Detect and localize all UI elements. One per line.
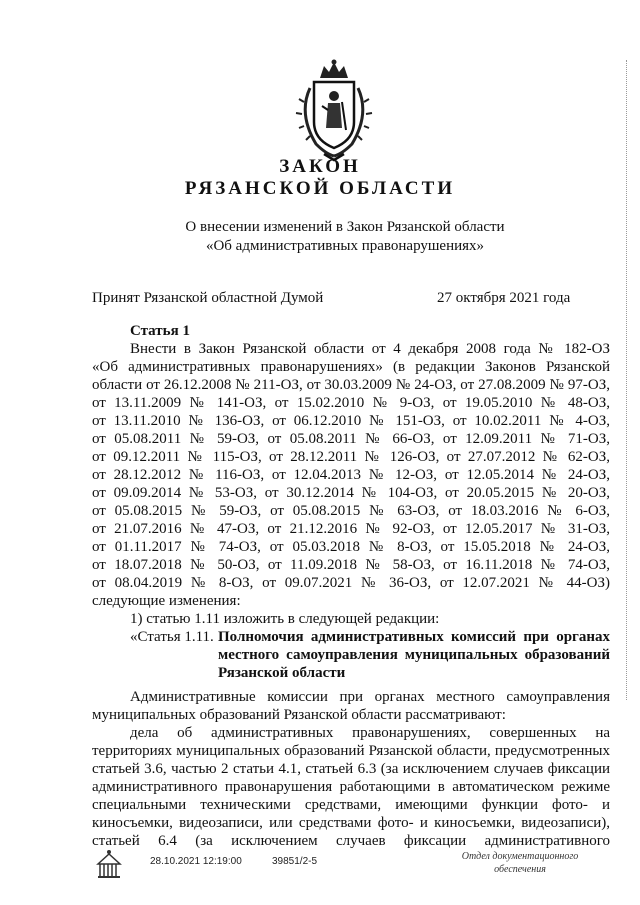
quoted-article-prefix: «Статья 1.11. [130, 629, 214, 645]
article-line: от 13.11.2010 № 136-ОЗ, от 06.12.2010 № 151-ОЗ, от 10.02.2011 № 4-ОЗ, [92, 413, 610, 429]
amendment-item-1: 1) статью 1.11 изложить в следующей редакции: [130, 611, 440, 627]
article-line: области от 26.12.2008 № 211-ОЗ, от 30.03.2009 № 24-ОЗ, от 27.08.2009 № 97-ОЗ, [92, 377, 610, 393]
body-line: административного правонарушения работающими в автоматическом режиме [92, 779, 610, 795]
law-title-line-2: РЯЗАНСКОЙ ОБЛАСТИ [184, 178, 456, 199]
body-text [92, 688, 610, 850]
article-line-tail: следующие изменения: [92, 593, 241, 609]
body-line: муниципальных образований Рязанской области рассматривают: [92, 707, 506, 723]
duma-logo-icon [92, 848, 126, 882]
body-line: Административные комиссии при органах местного самоуправления [130, 689, 610, 705]
article-line: от 09.12.2011 № 115-ОЗ, от 28.12.2011 № 126-ОЗ, от 27.07.2012 № 62-ОЗ, [92, 449, 610, 465]
article-line: Внести в Закон Рязанской области от 4 декабря 2008 года № 182-ОЗ [130, 341, 610, 357]
article-line: от 18.07.2018 № 50-ОЗ, от 11.09.2018 № 58-ОЗ, от 16.11.2018 № 74-ОЗ, [92, 557, 610, 573]
quoted-title-line: Рязанской области [218, 665, 346, 681]
article-line: от 28.12.2012 № 116-ОЗ, от 12.04.2013 № 12-ОЗ, от 12.05.2014 № 24-ОЗ, [92, 467, 610, 483]
body-line: статьей 6.4 (за исключением случаев фиксации административного [92, 833, 610, 849]
stamp-line: Отдел документационного [461, 851, 579, 862]
stamp-line: обеспечения [494, 864, 546, 875]
adopted-by: Принят Рязанской областной Думой [92, 290, 324, 306]
article-line: «Об административных правонарушениях» (в редакции Законов Рязанской [92, 359, 610, 375]
body-line: специальными техническими средствами, имеющими функции фото- и [92, 797, 610, 813]
article-line: от 21.07.2016 № 47-ОЗ, от 21.12.2016 № 92-ОЗ, от 12.05.2017 № 31-ОЗ, [92, 521, 610, 537]
article-line: от 13.11.2009 № 141-ОЗ, от 15.02.2010 № 9-ОЗ, от 19.05.2010 № 48-ОЗ, [92, 395, 610, 411]
adoption-date: 27 октября 2021 года [437, 290, 571, 306]
footer-timestamp: 28.10.2021 12:19:00 [150, 856, 242, 867]
subtitle-line-1: О внесении изменений в Закон Рязанской области [185, 219, 505, 235]
scan-edge-marks [626, 60, 640, 700]
article-line: от 08.04.2019 № 8-ОЗ, от 09.07.2021 № 36-ОЗ, от 12.07.2021 № 44-ОЗ) [92, 575, 610, 591]
article-line: от 09.09.2014 № 53-ОЗ, от 30.12.2014 № 104-ОЗ, от 20.05.2015 № 20-ОЗ, [92, 485, 610, 501]
footer-doc-number: 39851/2-5 [272, 856, 318, 867]
law-title-line-1: ЗАКОН [279, 156, 361, 177]
department-stamp [440, 850, 600, 876]
body-line: киносъемки, видеозаписи, или средствами фото- и киносъемки, видеозаписи), [92, 815, 610, 831]
body-line: дела об административных правонарушениях, совершенных на [130, 725, 610, 741]
quoted-title-line: местного самоуправления муниципальных образований [218, 647, 610, 663]
article-heading: Статья 1 [130, 323, 190, 339]
article-line: от 05.08.2011 № 59-ОЗ, от 05.08.2011 № 66-ОЗ, от 12.09.2011 № 71-ОЗ, [92, 431, 610, 447]
coat-of-arms-emblem [292, 58, 376, 162]
quoted-article-title [218, 628, 610, 682]
quoted-title-line: Полномочия административных комиссий при органах [218, 629, 610, 645]
article-line: от 05.08.2015 № 59-ОЗ, от 05.08.2015 № 63-ОЗ, от 18.03.2016 № 6-ОЗ, [92, 503, 610, 519]
body-line: статьей 3.6, частью 2 статьи 4.1, статьей 6.3 (за исключением случаев фиксации [92, 761, 610, 777]
body-line: территориях муниципальных образований Рязанской области, предусмотренных [92, 743, 610, 759]
article-line: от 01.11.2017 № 74-ОЗ, от 05.03.2018 № 8-ОЗ, от 15.05.2018 № 24-ОЗ, [92, 539, 610, 555]
article-body [92, 340, 610, 628]
subtitle-line-2: «Об административных правонарушениях» [205, 238, 485, 254]
